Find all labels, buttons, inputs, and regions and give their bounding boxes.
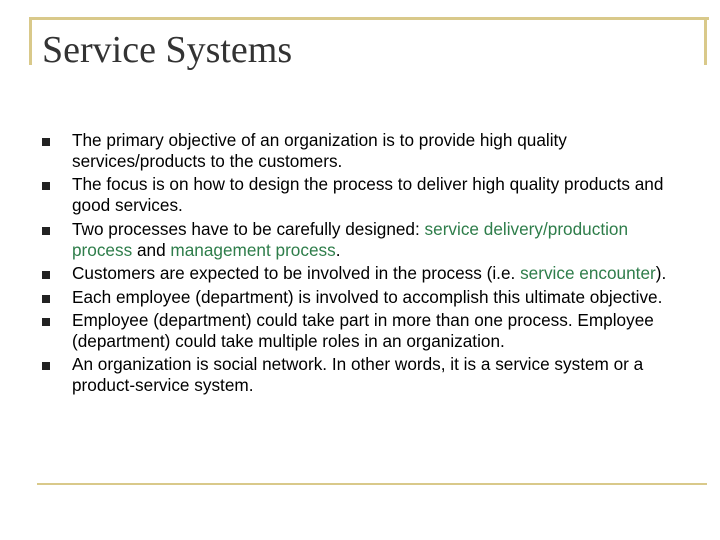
frame-left-border [29,17,32,65]
bullet-text-part: Customers are expected to be involved in the process (i.e. [72,263,521,284]
bottom-divider [37,483,707,485]
square-bullet-icon [42,138,50,146]
highlight-term: service encounter [520,263,656,284]
slide-title: Service Systems [42,29,293,71]
bullet-item [41,354,681,396]
bullet-text: An organization is social network. In other words, it is a service system or a product-service system. [72,354,644,396]
bullet-item [41,174,681,216]
square-bullet-icon [42,362,50,370]
bullet-item [41,310,681,352]
bullet-text-part: and [132,239,171,260]
square-bullet-icon [42,227,50,235]
square-bullet-icon [42,182,50,190]
bullet-text-part: . [335,239,341,260]
frame-right-border [704,17,707,65]
bullet-text: Employee (department) could take part in more than one process. Employee (department) could take multiple roles in an organization. [72,309,654,351]
frame-top-border [29,17,709,20]
bullet-text: Each employee (department) is involved to accomplish this ultimate objective. [72,286,663,307]
bullet-item [41,130,681,172]
bullet-item [41,219,681,261]
square-bullet-icon [42,271,50,279]
bullet-item [41,263,681,284]
square-bullet-icon [42,318,50,326]
square-bullet-icon [42,295,50,303]
bullet-list [41,130,681,399]
bullet-text: The focus is on how to design the process to deliver high quality products and good services. [72,174,664,216]
highlight-term: service delivery/production process [72,218,629,260]
bullet-text: The primary objective of an organization is to provide high quality services/products to the customers. [72,130,567,171]
bullet-text-part: Two processes have to be carefully designed: [72,218,425,239]
bullet-item [41,287,681,308]
highlight-term: management process [170,239,336,260]
bullet-text-part: ). [655,263,667,284]
